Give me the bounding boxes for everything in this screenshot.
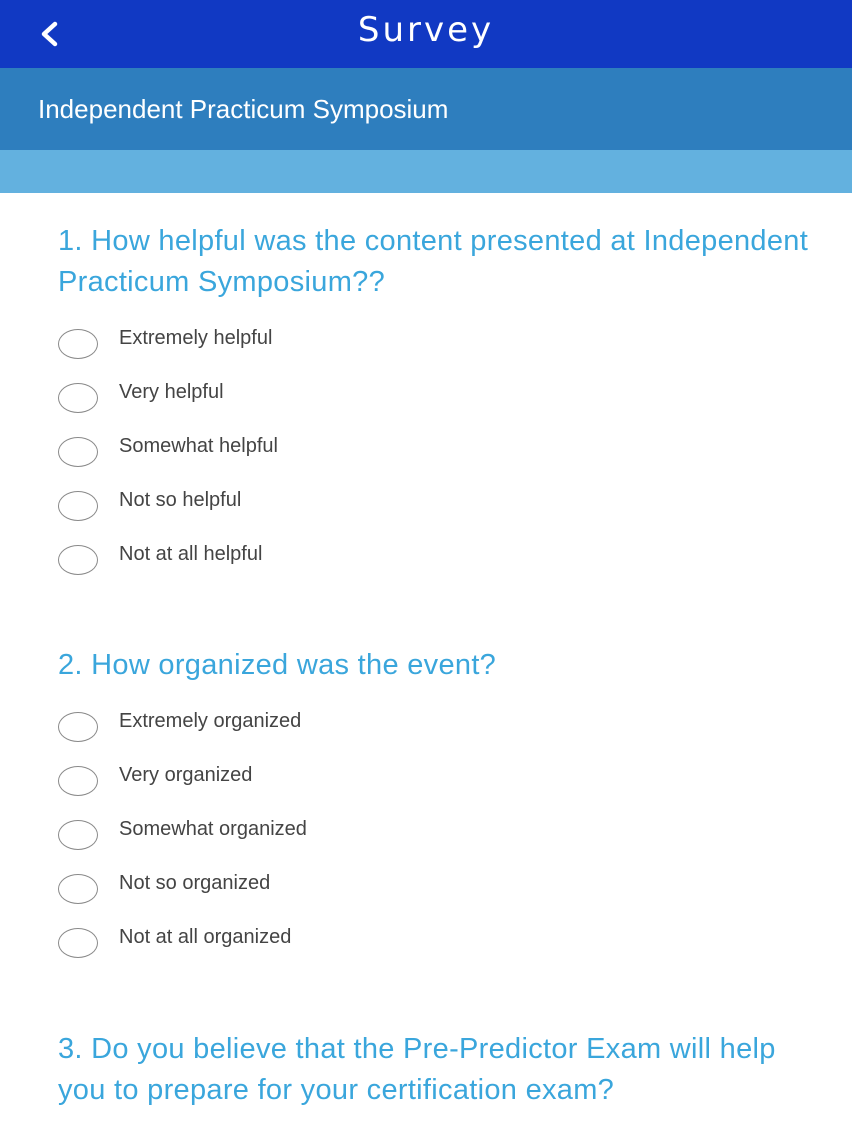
radio-button[interactable] bbox=[58, 874, 98, 904]
survey-title: Independent Practicum Symposium bbox=[38, 94, 449, 124]
option-q1-not-so-helpful[interactable] bbox=[56, 487, 476, 531]
radio-button[interactable] bbox=[58, 437, 98, 467]
header-divider-band bbox=[0, 150, 852, 193]
radio-button[interactable] bbox=[58, 766, 98, 796]
radio-button[interactable] bbox=[58, 491, 98, 521]
radio-button[interactable] bbox=[58, 712, 98, 742]
survey-header bbox=[0, 68, 852, 150]
option-label: Not at all organized bbox=[119, 926, 292, 948]
option-label: Extremely organized bbox=[119, 710, 302, 732]
question-2: 2. How organized was the event? bbox=[58, 649, 497, 681]
radio-button[interactable] bbox=[58, 928, 98, 958]
page-title: Survey bbox=[357, 10, 495, 50]
option-label: Not at all helpful bbox=[119, 543, 263, 565]
option-q1-very-helpful[interactable] bbox=[56, 379, 476, 423]
option-q2-not-so-organized[interactable] bbox=[56, 870, 476, 914]
radio-button[interactable] bbox=[58, 383, 98, 413]
option-q2-extremely-organized[interactable] bbox=[56, 708, 476, 752]
radio-button[interactable] bbox=[58, 545, 98, 575]
option-q2-very-organized[interactable] bbox=[56, 762, 476, 806]
option-q2-not-at-all-organized[interactable] bbox=[56, 924, 476, 968]
option-label: Somewhat organized bbox=[119, 818, 307, 840]
radio-button[interactable] bbox=[58, 820, 98, 850]
radio-button[interactable] bbox=[58, 329, 98, 359]
option-q1-somewhat-helpful[interactable] bbox=[56, 433, 476, 477]
question-1: 1. How helpful was the content presented at Independent Practicum Symposium?? bbox=[58, 225, 809, 298]
option-label: Somewhat helpful bbox=[119, 435, 278, 457]
navbar bbox=[0, 0, 852, 68]
option-q1-extremely-helpful[interactable] bbox=[56, 325, 476, 369]
option-label: Not so helpful bbox=[119, 489, 242, 511]
option-label: Not so organized bbox=[119, 872, 271, 894]
survey-content[interactable] bbox=[0, 193, 852, 1136]
option-label: Very helpful bbox=[119, 381, 224, 403]
option-q1-not-at-all-helpful[interactable] bbox=[56, 541, 476, 585]
question-3: 3. Do you believe that the Pre-Predictor Exam will help you to prepare for your certification exam? bbox=[58, 1033, 776, 1106]
option-label: Extremely helpful bbox=[119, 327, 273, 349]
option-label: Very organized bbox=[119, 764, 253, 786]
option-q2-somewhat-organized[interactable] bbox=[56, 816, 476, 860]
